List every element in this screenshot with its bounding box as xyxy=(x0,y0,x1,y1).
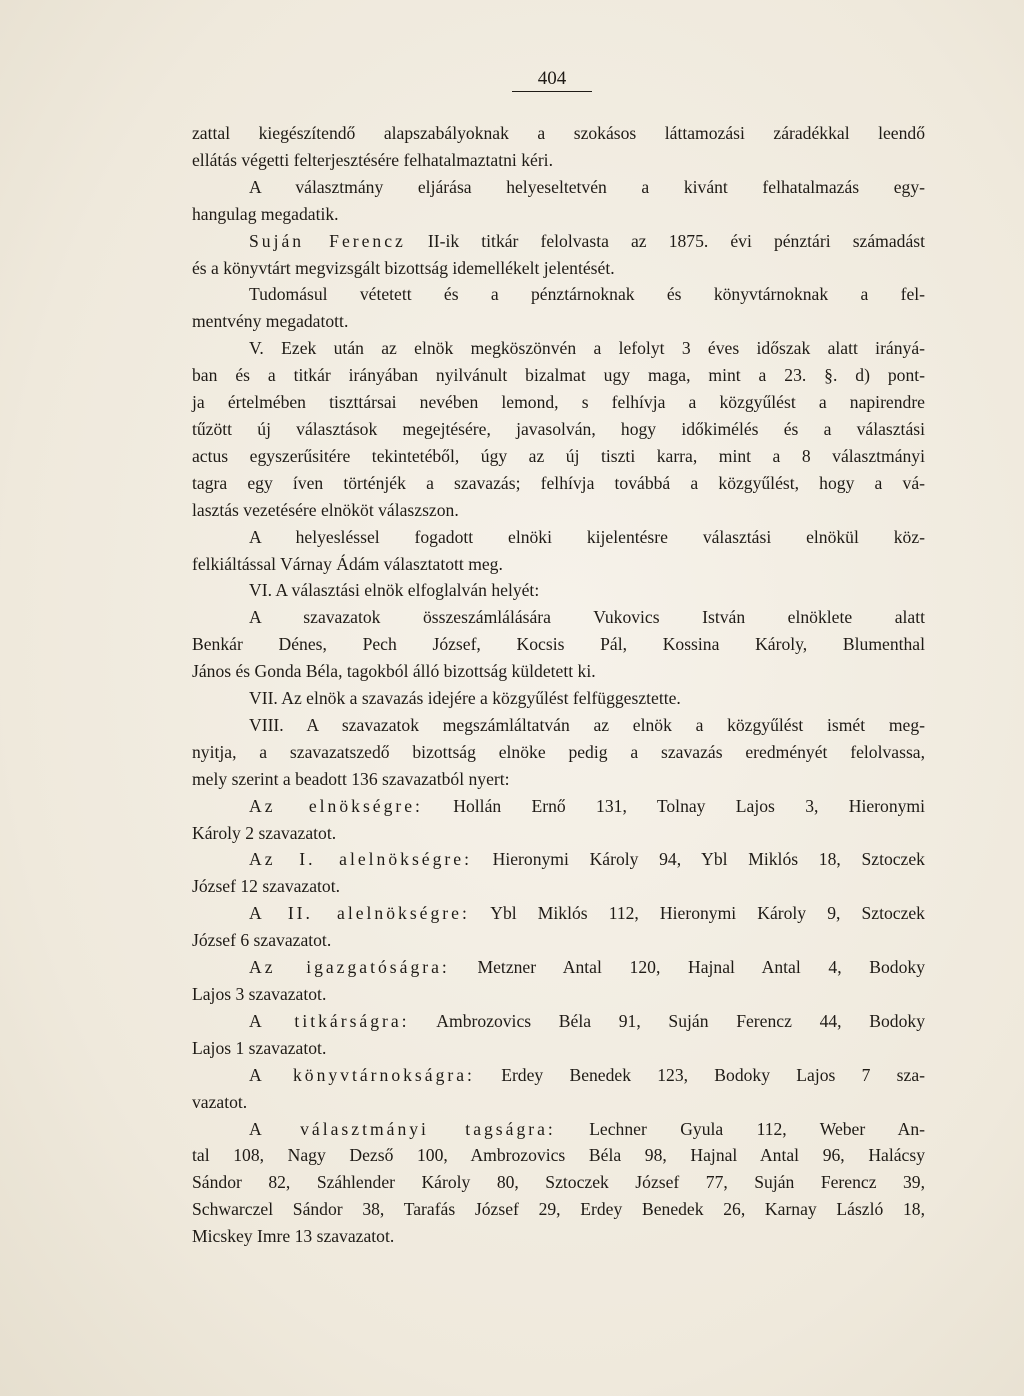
text-segment: József 12 szavazatot. xyxy=(192,876,341,897)
text-line xyxy=(192,981,925,1008)
text-line xyxy=(192,1142,925,1169)
text-segment: Ambrozovics Béla 91, Suján Ferencz 44, Bodoky xyxy=(409,1010,925,1031)
spaced-heading: A titkárságra: xyxy=(249,1010,410,1031)
text-segment: tagra egy íven történjék a szavazás; felhívja továbbá a közgyűlést, hogy a vá- xyxy=(192,472,925,493)
text-line xyxy=(192,551,925,578)
text-line xyxy=(192,228,925,255)
spaced-heading: A választmányi tagságra: xyxy=(249,1118,556,1139)
text-segment: ja értelmében tiszttársai nevében lemond, s felhívja a közgyűlést a napirendre xyxy=(192,392,925,413)
text-line xyxy=(192,362,925,389)
text-segment: Lajos 3 szavazatot. xyxy=(192,984,327,1004)
text-segment: A helyesléssel fogadott elnöki kijelentésre választási elnökül köz- xyxy=(249,526,925,547)
text-segment: VII. Az elnök a szavazás idejére a közgyűlést felfüggesztette. xyxy=(249,688,681,709)
text-line xyxy=(192,739,925,766)
text-line xyxy=(192,335,925,362)
spaced-heading: A II. alelnökségre: xyxy=(249,903,470,924)
spaced-heading: Az elnökségre: xyxy=(249,795,423,816)
text-segment: VIII. A szavazatok megszámláltatván az elnök a közgyűlést ismét meg- xyxy=(249,714,925,735)
text-segment: vazatot. xyxy=(192,1091,248,1112)
text-line xyxy=(192,174,925,201)
text-segment: Lajos 1 szavazatot. xyxy=(192,1037,327,1058)
text-line xyxy=(192,1008,925,1035)
text-segment: lasztás vezetésére elnököt válaszszon. xyxy=(192,499,459,520)
text-segment: Benkár Dénes, Pech József, Kocsis Pál, Kossina Károly, Blumenthal xyxy=(192,634,925,655)
text-line xyxy=(192,577,925,604)
text-segment: felkiáltással Várnay Ádám választatott meg. xyxy=(192,553,503,574)
text-line xyxy=(192,308,925,335)
text-segment: József 6 szavazatot. xyxy=(192,930,332,951)
text-line xyxy=(192,927,925,954)
spaced-heading: Az igazgatóságra: xyxy=(249,957,450,978)
text-line xyxy=(192,900,925,927)
spaced-heading: A könyvtárnokságra: xyxy=(249,1064,475,1085)
text-line xyxy=(192,255,925,282)
text-line xyxy=(192,712,925,739)
page-body-text xyxy=(192,120,925,1250)
text-line xyxy=(192,201,925,228)
text-segment: Ybl Miklós 112, Hieronymi Károly 9, Sztoczek xyxy=(469,903,925,924)
text-segment: hangulag megadatik. xyxy=(192,203,339,224)
text-line xyxy=(192,1169,925,1196)
text-segment: Hollán Ernő 131, Tolnay Lajos 3, Hieronymi xyxy=(422,795,925,816)
text-line xyxy=(192,281,925,308)
text-segment: II-ik titkár felolvasta az 1875. évi pénztári számadást xyxy=(405,230,925,251)
text-segment: és a könyvtárt megvizsgált bizottság idemellékelt jelentését. xyxy=(192,257,615,278)
text-segment: tal 108, Nagy Dezső 100, Ambrozovics Béla 98, Hajnal Antal 96, Halácsy xyxy=(192,1145,925,1166)
text-segment: ellátás végetti felterjesztésére felhatalmaztatni kéri. xyxy=(192,149,553,170)
text-line xyxy=(192,1116,925,1143)
text-line xyxy=(192,1223,925,1250)
text-line xyxy=(192,416,925,443)
text-line xyxy=(192,846,925,873)
text-line xyxy=(192,604,925,631)
text-segment: Metzner Antal 120, Hajnal Antal 4, Bodoky xyxy=(449,957,925,978)
text-line xyxy=(192,1196,925,1223)
text-segment: ban és a titkár irányában nyilvánult bizalmat ugy maga, mint a 23. §. d) pont- xyxy=(192,365,925,386)
text-line xyxy=(192,524,925,551)
text-line xyxy=(192,1035,925,1062)
text-segment: János és Gonda Béla, tagokból álló bizottság küldetett ki. xyxy=(192,661,596,682)
text-segment: Sándor 82, Száhlender Károly 80, Sztoczek József 77, Suján Ferencz 39, xyxy=(192,1172,925,1193)
text-line xyxy=(192,766,925,793)
text-line xyxy=(192,685,925,712)
page-number: 404 xyxy=(512,68,592,92)
text-segment: mentvény megadatott. xyxy=(192,311,349,332)
text-segment: Tudomásul vétetett és a pénztárnoknak és könyvtárnoknak a fel- xyxy=(249,284,925,305)
text-segment: tűzött új választások megejtésére, javasolván, hogy időkimélés és a választási xyxy=(192,418,925,439)
text-line xyxy=(192,873,925,900)
spaced-heading: Az I. alelnökségre: xyxy=(249,849,472,870)
text-segment: Hieronymi Károly 94, Ybl Miklós 18, Sztoczek xyxy=(471,849,925,870)
text-line xyxy=(192,658,925,685)
text-line xyxy=(192,497,925,524)
text-segment: actus egyszerűsitére tekintetéből, úgy az új tiszti karra, mint a 8 választmányi xyxy=(192,445,925,466)
text-line xyxy=(192,443,925,470)
text-line xyxy=(192,1062,925,1089)
text-line xyxy=(192,1089,925,1116)
text-segment: A szavazatok összeszámlálására Vukovics István elnöklete alatt xyxy=(249,607,925,628)
text-line xyxy=(192,793,925,820)
text-line xyxy=(192,389,925,416)
text-segment: VI. A választási elnök elfoglalván helyét: xyxy=(249,580,540,601)
text-line xyxy=(192,820,925,847)
text-line xyxy=(192,147,925,174)
spaced-heading: Suján Ferencz xyxy=(249,230,406,251)
text-segment: nyitja, a szavazatszedő bizottság elnöke pedig a szavazás eredményét felolvassa, xyxy=(192,741,925,762)
text-segment: mely szerint a beadott 136 szavazatból nyert: xyxy=(192,768,510,789)
text-segment: Károly 2 szavazatot. xyxy=(192,822,337,843)
text-segment: Lechner Gyula 112, Weber An- xyxy=(555,1118,925,1139)
text-segment: zattal kiegészítendő alapszabályoknak a szokásos láttamozási záradékkal leendő xyxy=(192,123,925,143)
text-segment: Schwarczel Sándor 38, Tarafás József 29, Erdey Benedek 26, Karnay László 18, xyxy=(192,1199,925,1220)
text-line xyxy=(192,954,925,981)
text-line xyxy=(192,470,925,497)
text-line xyxy=(192,631,925,658)
text-segment: A választmány eljárása helyeseltetvén a kivánt felhatalmazás egy- xyxy=(249,176,925,197)
text-line xyxy=(192,120,925,147)
text-segment: Erdey Benedek 123, Bodoky Lajos 7 sza- xyxy=(474,1064,925,1085)
text-segment: Micskey Imre 13 szavazatot. xyxy=(192,1226,395,1247)
text-segment: V. Ezek után az elnök megköszönvén a lefolyt 3 éves időszak alatt irányá- xyxy=(249,338,925,359)
